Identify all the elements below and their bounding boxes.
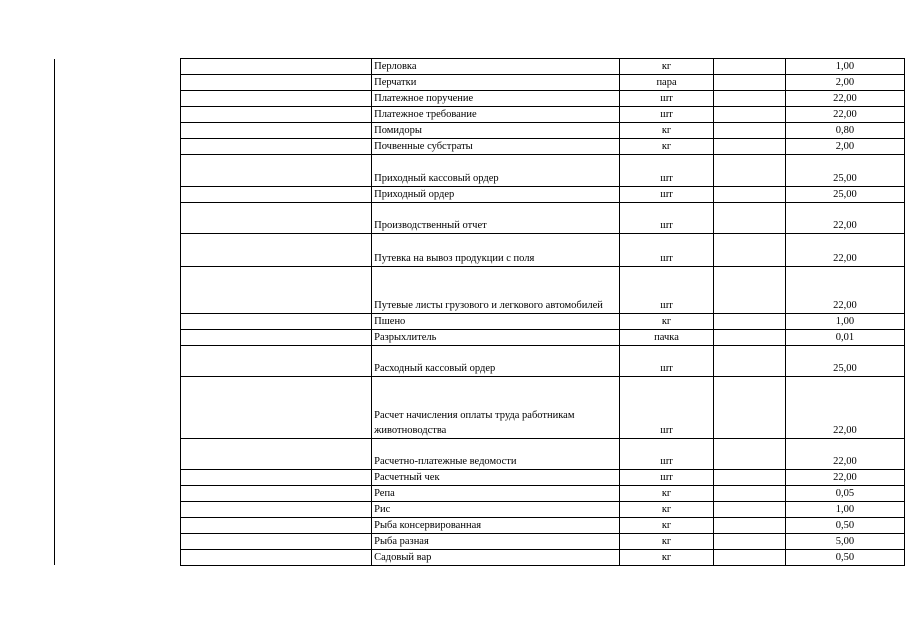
item-name-cell: Расходный кассовый ордер	[372, 346, 620, 377]
empty-cell	[714, 470, 785, 486]
empty-cell	[714, 75, 785, 91]
unit-cell: кг	[619, 139, 714, 155]
item-name-cell: Помидоры	[372, 123, 620, 139]
empty-cell	[181, 502, 372, 518]
empty-cell	[714, 107, 785, 123]
items-table-body	[181, 59, 905, 566]
value-cell: 1,00	[785, 502, 904, 518]
empty-cell	[181, 267, 372, 314]
value-cell: 22,00	[785, 203, 904, 234]
item-name-cell: Платежное требование	[372, 107, 620, 123]
item-name-cell: Расчетный чек	[372, 470, 620, 486]
value-cell: 22,00	[785, 439, 904, 470]
empty-cell	[181, 155, 372, 187]
empty-cell	[714, 187, 785, 203]
item-name-cell: Рис	[372, 502, 620, 518]
empty-cell	[181, 439, 372, 470]
empty-cell	[714, 234, 785, 267]
item-name-cell: Репа	[372, 486, 620, 502]
unit-cell: шт	[619, 439, 714, 470]
empty-cell	[181, 550, 372, 566]
empty-cell	[714, 139, 785, 155]
table-row	[181, 518, 905, 534]
empty-cell	[181, 486, 372, 502]
table-row	[181, 59, 905, 75]
empty-cell	[714, 534, 785, 550]
item-name-cell: Пшено	[372, 314, 620, 330]
value-cell: 22,00	[785, 91, 904, 107]
empty-cell	[181, 534, 372, 550]
table-row	[181, 234, 905, 267]
unit-cell: шт	[619, 234, 714, 267]
left-margin-line	[54, 59, 55, 565]
value-cell: 22,00	[785, 267, 904, 314]
unit-cell: шт	[619, 203, 714, 234]
unit-cell: шт	[619, 470, 714, 486]
table-row	[181, 91, 905, 107]
value-cell: 5,00	[785, 534, 904, 550]
table-row	[181, 470, 905, 486]
unit-cell: шт	[619, 187, 714, 203]
table-row	[181, 330, 905, 346]
unit-cell: кг	[619, 518, 714, 534]
empty-cell	[181, 346, 372, 377]
item-name-cell: Расчетно-платежные ведомости	[372, 439, 620, 470]
empty-cell	[714, 377, 785, 439]
value-cell: 25,00	[785, 155, 904, 187]
empty-cell	[714, 314, 785, 330]
empty-cell	[181, 518, 372, 534]
value-cell: 0,50	[785, 550, 904, 566]
value-cell: 2,00	[785, 139, 904, 155]
unit-cell: кг	[619, 59, 714, 75]
value-cell: 0,01	[785, 330, 904, 346]
item-name-cell: Почвенные субстраты	[372, 139, 620, 155]
item-name-cell: Перловка	[372, 59, 620, 75]
empty-cell	[181, 123, 372, 139]
item-name-cell: Садовый вар	[372, 550, 620, 566]
value-cell: 1,00	[785, 59, 904, 75]
empty-cell	[181, 330, 372, 346]
empty-cell	[181, 107, 372, 123]
value-cell: 25,00	[785, 346, 904, 377]
unit-cell: пара	[619, 75, 714, 91]
value-cell: 22,00	[785, 234, 904, 267]
empty-cell	[714, 155, 785, 187]
item-name-cell: Производственный отчет	[372, 203, 620, 234]
empty-cell	[181, 234, 372, 267]
value-cell: 0,05	[785, 486, 904, 502]
value-cell: 1,00	[785, 314, 904, 330]
empty-cell	[181, 91, 372, 107]
empty-cell	[181, 139, 372, 155]
unit-cell: кг	[619, 534, 714, 550]
item-name-cell: Расчет начисления оплаты труда работникам животноводства	[372, 377, 620, 439]
item-name-cell: Приходный ордер	[372, 187, 620, 203]
empty-cell	[714, 123, 785, 139]
value-cell: 22,00	[785, 107, 904, 123]
empty-cell	[181, 75, 372, 91]
unit-cell: шт	[619, 346, 714, 377]
unit-cell: пачка	[619, 330, 714, 346]
table-row	[181, 267, 905, 314]
table-row	[181, 203, 905, 234]
items-table	[180, 58, 905, 566]
empty-cell	[714, 518, 785, 534]
empty-cell	[181, 377, 372, 439]
item-name-cell: Путевые листы грузового и легкового автомобилей	[372, 267, 620, 314]
value-cell: 22,00	[785, 470, 904, 486]
empty-cell	[714, 486, 785, 502]
table-row	[181, 534, 905, 550]
table-row	[181, 155, 905, 187]
empty-cell	[181, 470, 372, 486]
table-row	[181, 502, 905, 518]
item-name-cell: Приходный кассовый ордер	[372, 155, 620, 187]
empty-cell	[714, 346, 785, 377]
empty-cell	[714, 550, 785, 566]
value-cell: 2,00	[785, 75, 904, 91]
table-row	[181, 75, 905, 91]
unit-cell: шт	[619, 155, 714, 187]
table-row	[181, 107, 905, 123]
empty-cell	[714, 59, 785, 75]
unit-cell: шт	[619, 267, 714, 314]
table-row	[181, 550, 905, 566]
table-row	[181, 123, 905, 139]
item-name-cell: Перчатки	[372, 75, 620, 91]
value-cell: 22,00	[785, 377, 904, 439]
empty-cell	[181, 314, 372, 330]
item-name-cell: Разрыхлитель	[372, 330, 620, 346]
unit-cell: шт	[619, 91, 714, 107]
item-name-cell: Рыба разная	[372, 534, 620, 550]
empty-cell	[181, 203, 372, 234]
item-name-cell: Рыба консервированная	[372, 518, 620, 534]
empty-cell	[714, 330, 785, 346]
item-name-cell: Платежное поручение	[372, 91, 620, 107]
unit-cell: кг	[619, 123, 714, 139]
unit-cell: шт	[619, 377, 714, 439]
table-row	[181, 346, 905, 377]
unit-cell: кг	[619, 486, 714, 502]
empty-cell	[714, 91, 785, 107]
unit-cell: кг	[619, 550, 714, 566]
unit-cell: кг	[619, 502, 714, 518]
table-row	[181, 377, 905, 439]
value-cell: 0,80	[785, 123, 904, 139]
unit-cell: кг	[619, 314, 714, 330]
table-row	[181, 439, 905, 470]
table-row	[181, 139, 905, 155]
unit-cell: шт	[619, 107, 714, 123]
empty-cell	[714, 267, 785, 314]
table-row	[181, 314, 905, 330]
table-row	[181, 187, 905, 203]
empty-cell	[181, 187, 372, 203]
empty-cell	[181, 59, 372, 75]
empty-cell	[714, 203, 785, 234]
empty-cell	[714, 439, 785, 470]
value-cell: 0,50	[785, 518, 904, 534]
value-cell: 25,00	[785, 187, 904, 203]
empty-cell	[714, 502, 785, 518]
item-name-cell: Путевка на вывоз продукции с поля	[372, 234, 620, 267]
table-row	[181, 486, 905, 502]
